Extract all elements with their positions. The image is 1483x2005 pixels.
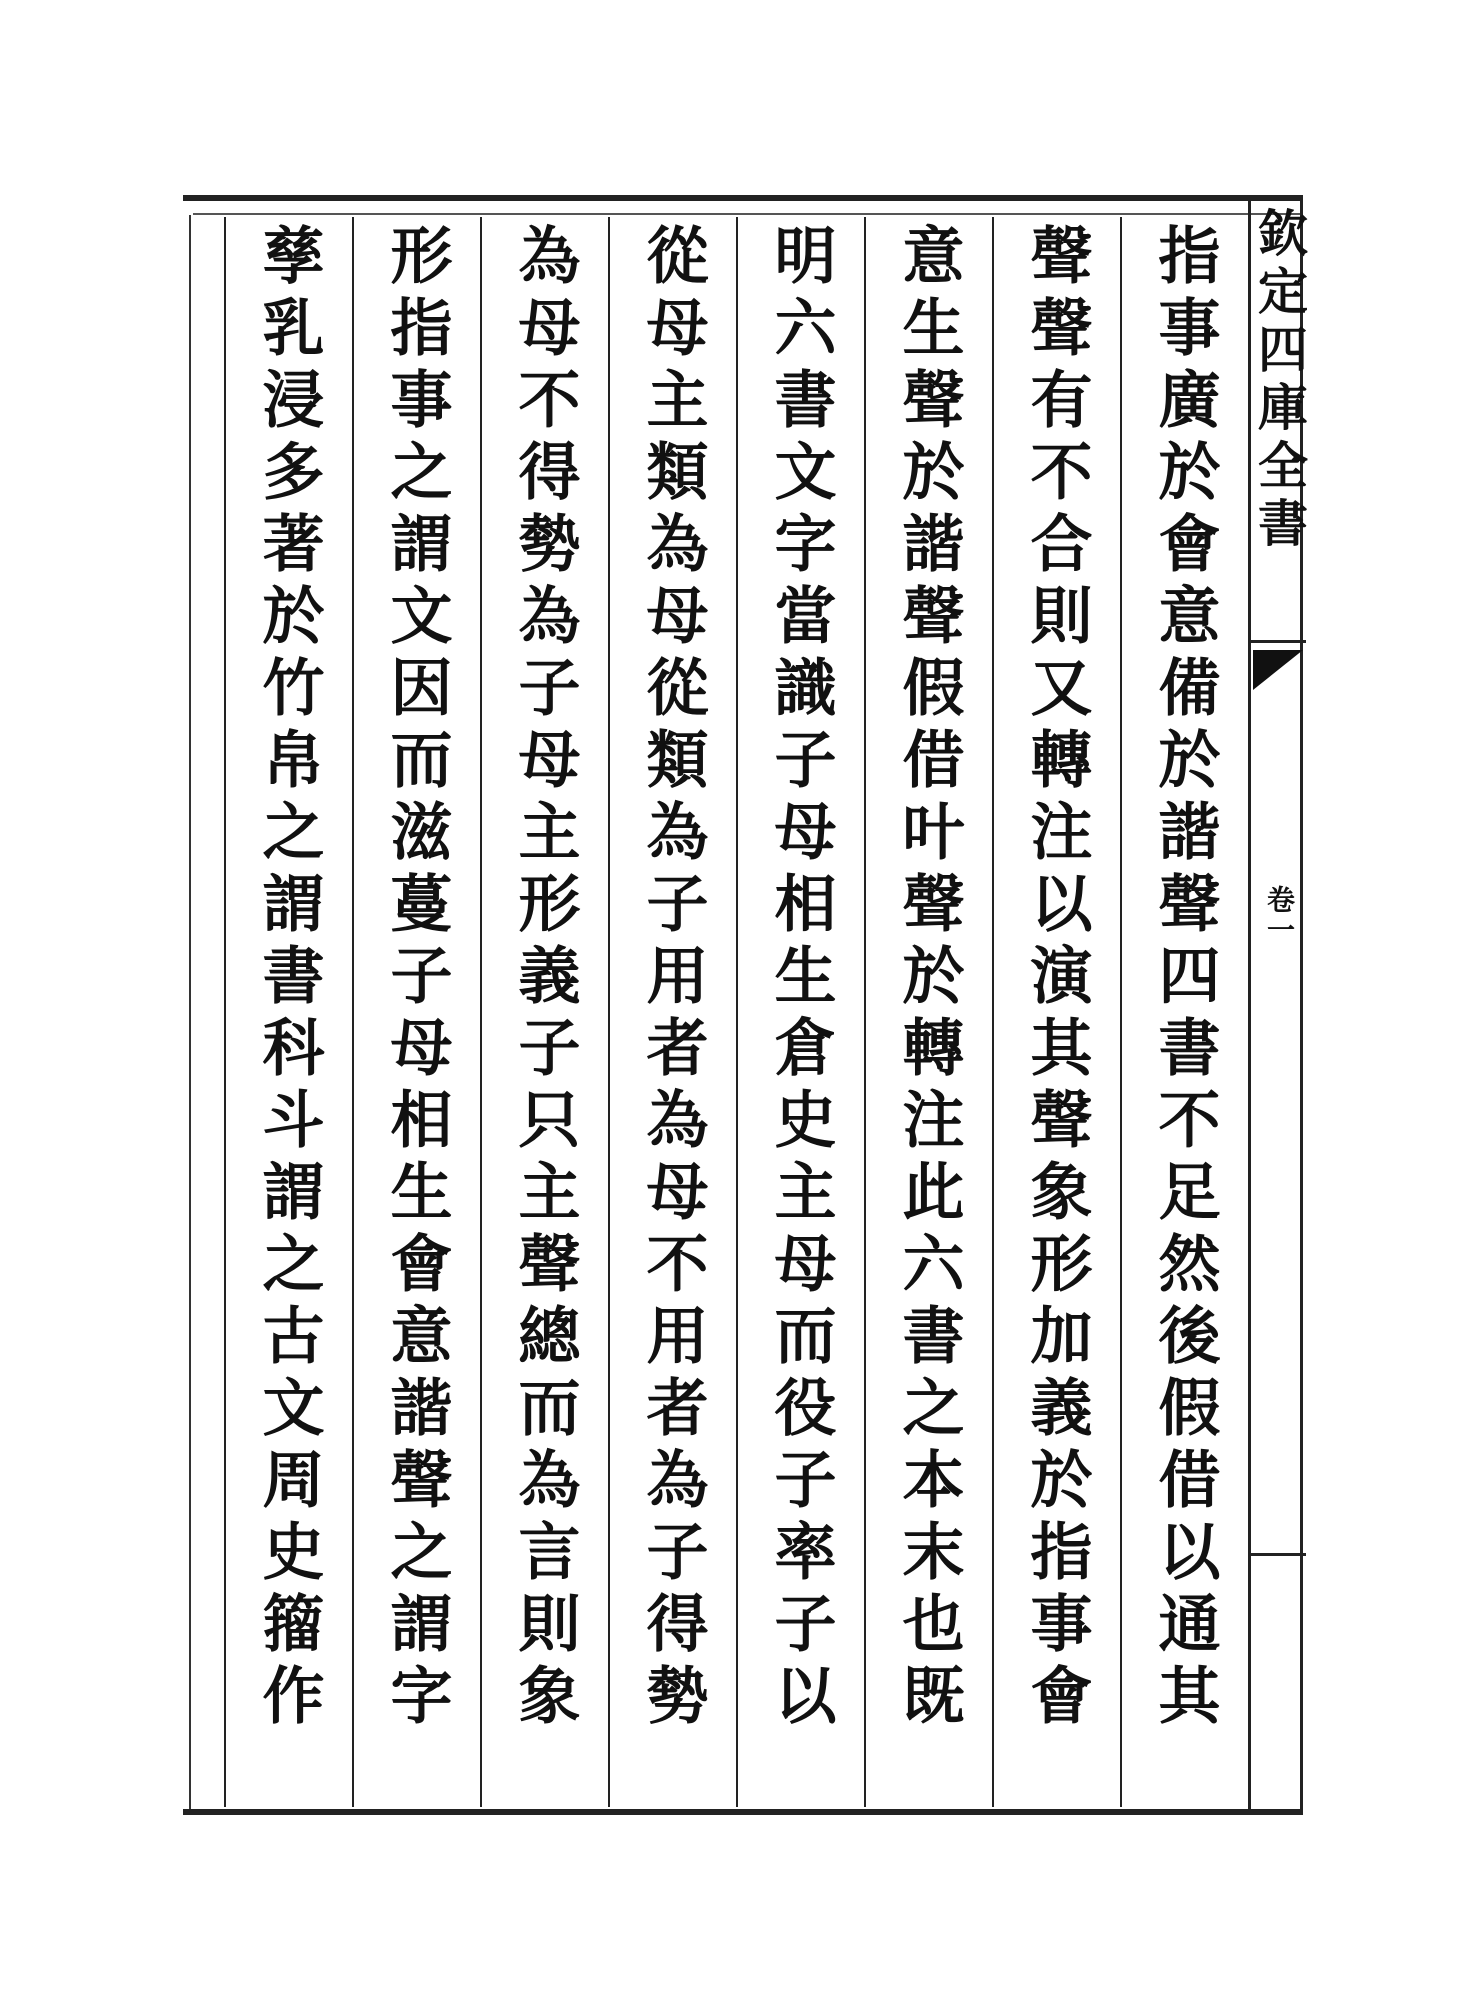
column-text: 為母不得勢為子母主形義子只主聲總而為言則象	[508, 223, 581, 1735]
top-border	[183, 195, 1303, 201]
text-column-3	[864, 217, 992, 1807]
left-border	[189, 215, 191, 1809]
text-column-1	[1120, 217, 1248, 1807]
column-text: 形指事之謂文因而滋蔓子母相生會意諧聲之謂字	[380, 223, 453, 1735]
fishtail-mark-icon	[1253, 650, 1303, 690]
text-column-7	[352, 217, 480, 1807]
page-margin-column	[1248, 195, 1309, 1815]
column-text: 從母主類為母從類為子用者為母不用者為子得勢	[636, 223, 709, 1735]
column-text: 明六書文字當識子母相生倉史主母而役子率子以	[764, 223, 837, 1735]
text-column-6	[480, 217, 608, 1807]
margin-rule	[1251, 640, 1306, 643]
text-column-4	[736, 217, 864, 1807]
column-text: 聲聲有不合則又轉注以演其聲象形加義於指事會	[1020, 223, 1093, 1735]
text-column-5	[608, 217, 736, 1807]
text-column-8	[224, 217, 352, 1807]
bottom-border	[183, 1809, 1303, 1815]
text-column-2	[992, 217, 1120, 1807]
column-text: 指事廣於會意備於諧聲四書不足然後假借以通其	[1148, 223, 1221, 1735]
top-inner-border	[193, 213, 1303, 215]
margin-rule	[1251, 1553, 1306, 1556]
column-text: 意生聲於諧聲假借叶聲於轉注此六書之本末也既	[892, 223, 965, 1735]
volume-label: 卷一	[1263, 885, 1296, 945]
page-frame	[183, 195, 1309, 1815]
book-title: 欽定四庫全書	[1250, 207, 1309, 555]
column-text: 孳乳浸多著於竹帛之謂書科斗謂之古文周史籀作	[252, 223, 325, 1735]
